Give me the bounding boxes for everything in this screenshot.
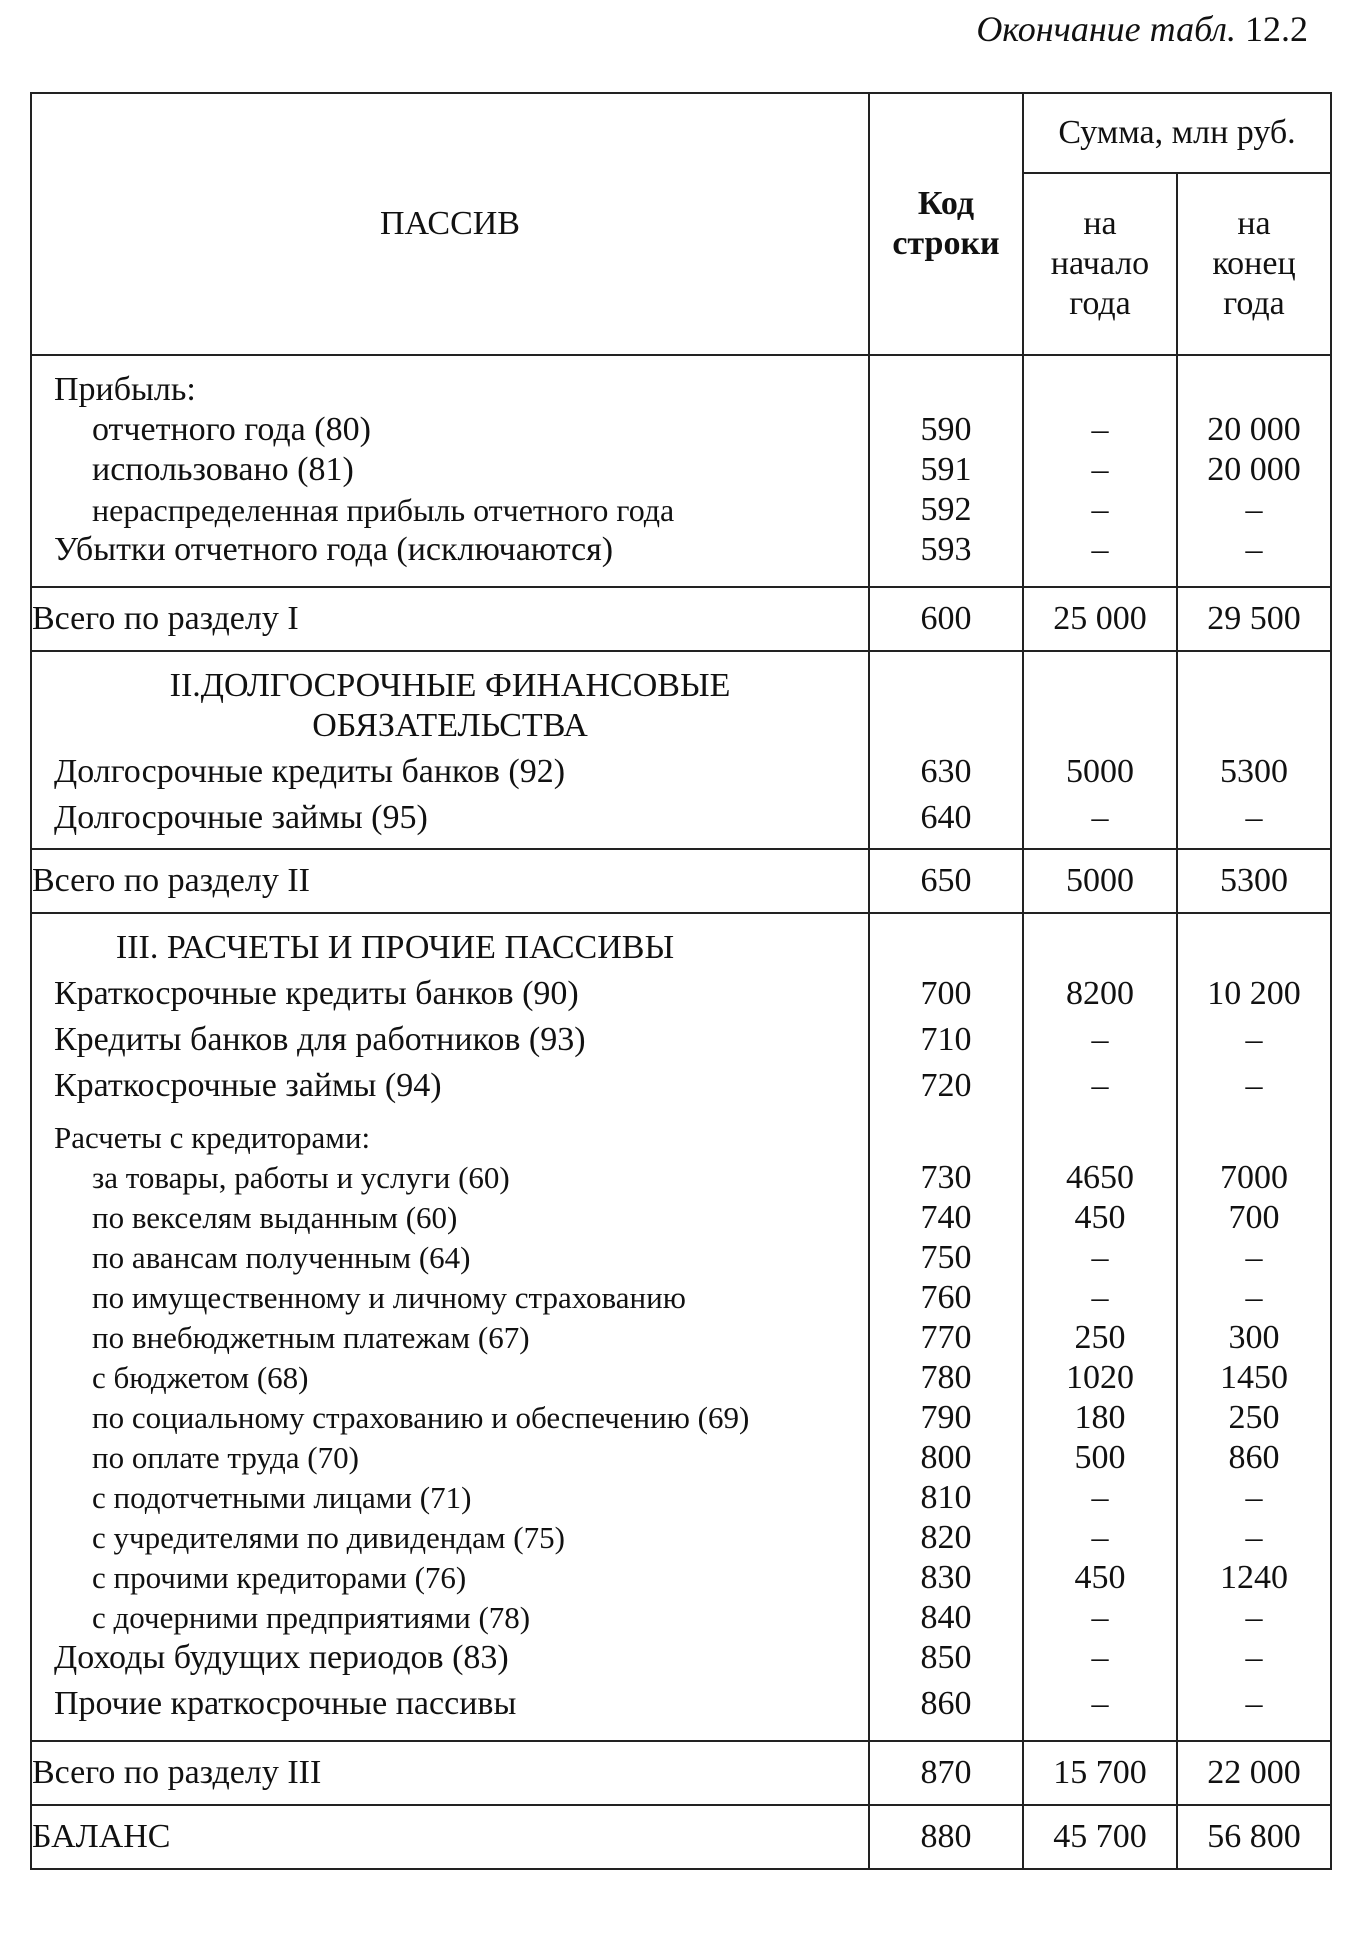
row-end: – [1245, 1067, 1263, 1104]
balance-code: 880 [869, 1805, 1023, 1869]
row-begin: – [1091, 531, 1109, 568]
creditors-title: Расчеты с кредиторами: [54, 1120, 371, 1155]
row-end: 700 [1228, 1199, 1280, 1236]
row-end: 5300 [1220, 753, 1288, 790]
section2-labels [31, 651, 869, 849]
row-end: – [1245, 1639, 1263, 1676]
row-begin: 4650 [1066, 1159, 1134, 1196]
caption-text: Окончание табл. [976, 9, 1236, 49]
row-code: 592 [920, 491, 972, 528]
row-end: 20 000 [1207, 451, 1301, 488]
section2-title-line2: ОБЯЗАТЕЛЬСТВА [312, 707, 588, 744]
row-begin: – [1091, 491, 1109, 528]
section2-codes [869, 651, 1023, 849]
row-code: 710 [920, 1021, 972, 1058]
row-begin: 8200 [1066, 975, 1134, 1012]
row-code: 790 [920, 1399, 972, 1436]
creditor-row-label: с прочими кредиторами (76) [92, 1560, 467, 1595]
row-end: – [1245, 799, 1263, 836]
row-end: – [1245, 531, 1263, 568]
row-begin: 450 [1074, 1199, 1126, 1236]
row-begin: – [1091, 411, 1109, 448]
creditor-row-label: с подотчетными лицами (71) [92, 1480, 472, 1515]
creditor-row-label: за товары, работы и услуги (60) [92, 1160, 510, 1195]
profit-row-label: нераспределенная прибыль отчетного года [92, 492, 675, 528]
header-sum-label: Сумма, млн руб. [1058, 114, 1296, 151]
row-code: 740 [920, 1199, 972, 1236]
total-end: 22 000 [1177, 1741, 1331, 1805]
header-code [869, 93, 1023, 355]
section3-begin [1023, 913, 1177, 1741]
balance-row [31, 1805, 1331, 1869]
row-begin: – [1091, 1519, 1109, 1556]
header-end-label: на конец года [1212, 205, 1296, 322]
row-code: 810 [920, 1479, 972, 1516]
section2-block [31, 651, 1331, 849]
row-end: – [1245, 1021, 1263, 1058]
row-begin: – [1091, 451, 1109, 488]
section3-block [31, 913, 1331, 1741]
row-code: 840 [920, 1599, 972, 1636]
row-begin: 500 [1074, 1439, 1126, 1476]
row-code: 590 [920, 411, 972, 448]
row-begin: 450 [1074, 1559, 1126, 1596]
balance-liabilities-table [30, 92, 1332, 1870]
row-code: 760 [920, 1279, 972, 1316]
creditor-row-label: с бюджетом (68) [92, 1360, 309, 1395]
row-code: 720 [920, 1067, 972, 1104]
section3-row-label: Краткосрочные займы (94) [54, 1067, 442, 1104]
header-end [1177, 173, 1331, 355]
row-code: 591 [920, 451, 972, 488]
loss-label: Убытки отчетного года (исключаются) [54, 531, 614, 568]
total-code: 870 [869, 1741, 1023, 1805]
balance-begin: 45 700 [1023, 1805, 1177, 1869]
profit-row-label: использовано (81) [92, 451, 354, 488]
header-code-label: Код строки [892, 185, 1000, 262]
row-begin: – [1091, 1479, 1109, 1516]
row-code: 850 [920, 1639, 972, 1676]
row-code: 860 [920, 1685, 972, 1722]
total-row-1 [31, 587, 1331, 651]
section2-end [1177, 651, 1331, 849]
balance-end: 56 800 [1177, 1805, 1331, 1869]
row-begin: 1020 [1066, 1359, 1134, 1396]
row-begin: – [1091, 1279, 1109, 1316]
table-caption [976, 8, 1328, 50]
row-end: 1450 [1220, 1359, 1288, 1396]
row-begin: 5000 [1066, 753, 1134, 790]
row-end: 7000 [1220, 1159, 1288, 1196]
total-end: 29 500 [1177, 587, 1331, 651]
balance-label: БАЛАНС [31, 1805, 869, 1869]
total-label: Всего по разделу III [31, 1741, 869, 1805]
profit-title: Прибыль: [54, 371, 196, 408]
total-end: 5300 [1177, 849, 1331, 913]
row-end: – [1245, 491, 1263, 528]
section3-end [1177, 913, 1331, 1741]
profit-begin [1023, 355, 1177, 587]
row-end: – [1245, 1479, 1263, 1516]
row-begin: – [1091, 1021, 1109, 1058]
header-sum [1023, 93, 1331, 173]
row-end: 20 000 [1207, 411, 1301, 448]
caption-number: 12.2 [1245, 9, 1308, 49]
section2-row-label: Долгосрочные займы (95) [54, 799, 428, 836]
creditor-row-label: с дочерними предприятиями (78) [92, 1600, 531, 1635]
row-begin: – [1091, 1239, 1109, 1276]
row-code: 770 [920, 1319, 972, 1356]
creditor-row-label: по авансам полученным (64) [92, 1240, 471, 1275]
section3-codes [869, 913, 1023, 1741]
creditor-row-label: по имущественному и личному страхованию [92, 1280, 686, 1315]
creditor-row-label: по социальному страхованию и обеспечению (69) [92, 1400, 750, 1435]
total-begin: 15 700 [1023, 1741, 1177, 1805]
row-code: 830 [920, 1559, 972, 1596]
row-code: 640 [920, 799, 972, 836]
total-code: 600 [869, 587, 1023, 651]
creditor-row-label: по оплате труда (70) [92, 1440, 359, 1475]
section3-row-label: Доходы будущих периодов (83) [54, 1639, 509, 1676]
row-end: – [1245, 1279, 1263, 1316]
row-end: – [1245, 1239, 1263, 1276]
row-code: 700 [920, 975, 972, 1012]
row-code: 730 [920, 1159, 972, 1196]
row-end: 300 [1228, 1319, 1280, 1356]
row-end: – [1245, 1519, 1263, 1556]
profit-codes [869, 355, 1023, 587]
section3-title: III. РАСЧЕТЫ И ПРОЧИЕ ПАССИВЫ [115, 929, 675, 966]
row-code: 780 [920, 1359, 972, 1396]
header-row-top [31, 93, 1331, 173]
creditor-row-label: по внебюджетным платежам (67) [92, 1320, 530, 1355]
row-code: 630 [920, 753, 972, 790]
section3-row-label: Краткосрочные кредиты банков (90) [54, 975, 579, 1012]
total-row-2 [31, 849, 1331, 913]
total-code: 650 [869, 849, 1023, 913]
row-end: 250 [1228, 1399, 1280, 1436]
creditor-row-label: с учредителями по дивидендам (75) [92, 1520, 565, 1555]
row-begin: 250 [1074, 1319, 1126, 1356]
total-row-3 [31, 1741, 1331, 1805]
row-code: 820 [920, 1519, 972, 1556]
total-begin: 25 000 [1023, 587, 1177, 651]
row-code: 593 [920, 531, 972, 568]
row-end: 10 200 [1207, 975, 1301, 1012]
row-code: 800 [920, 1439, 972, 1476]
profit-end [1177, 355, 1331, 587]
row-begin: – [1091, 1067, 1109, 1104]
profit-block [31, 355, 1331, 587]
row-begin: – [1091, 1599, 1109, 1636]
row-begin: – [1091, 799, 1109, 836]
row-code: 750 [920, 1239, 972, 1276]
row-end: – [1245, 1599, 1263, 1636]
row-begin: 180 [1074, 1399, 1126, 1436]
row-end: – [1245, 1685, 1263, 1722]
section2-title: II.ДОЛГОСРОЧНЫЕ ФИНАНСОВЫЕ [169, 667, 731, 704]
section3-row-label: Кредиты банков для работников (93) [54, 1021, 586, 1058]
section3-row-label: Прочие краткосрочные пассивы [54, 1685, 517, 1722]
section3-labels [31, 913, 869, 1741]
section2-begin [1023, 651, 1177, 849]
creditor-row-label: по векселям выданным (60) [92, 1200, 458, 1235]
row-end: 1240 [1220, 1559, 1288, 1596]
row-begin: – [1091, 1685, 1109, 1722]
row-begin: – [1091, 1639, 1109, 1676]
profit-row-label: отчетного года (80) [92, 411, 371, 448]
profit-labels [31, 355, 869, 587]
row-end: 860 [1228, 1439, 1280, 1476]
total-begin: 5000 [1023, 849, 1177, 913]
header-liability-label: ПАССИВ [379, 205, 520, 242]
header-begin [1023, 173, 1177, 355]
header-liability [31, 93, 869, 355]
section2-row-label: Долгосрочные кредиты банков (92) [54, 753, 566, 790]
total-label: Всего по разделу I [31, 587, 869, 651]
header-begin-label: на начало года [1050, 205, 1150, 322]
total-label: Всего по разделу II [31, 849, 869, 913]
